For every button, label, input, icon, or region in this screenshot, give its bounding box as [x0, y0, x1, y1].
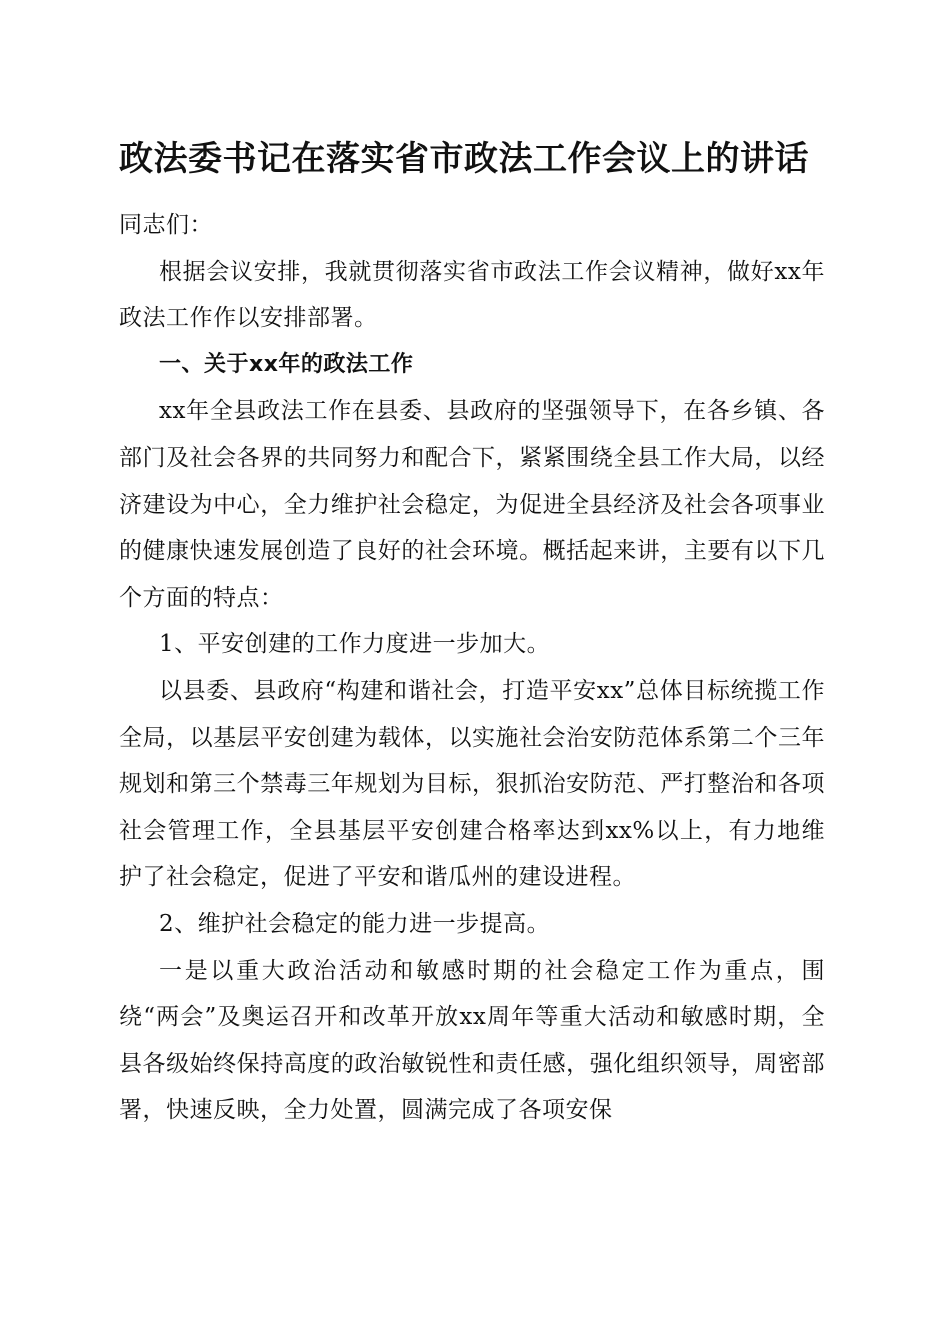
paragraph-intro: 根据会议安排，我就贯彻落实省市政法工作会议精神，做好xx年政法工作作以安排部署。: [119, 258, 825, 332]
paragraph-overview: xx年全县政法工作在县委、县政府的坚强领导下，在各乡镇、各部门及社会各界的共同努力和配合下，紧紧围绕全县工作大局，以经济建设为中心，全力维护社会稳定，为促进全县经济及社会各项事业的健康快速发展创造了良好的社会环境。概括起来讲，主要有以下几个方面的特点：: [119, 398, 825, 611]
paragraph-safety: 以县委、县政府“构建和谐社会，打造平安xx”总体目标统揽工作全局，以基层平安创建为载体，以实施社会治安防范体系第二个三年规划和第三个禁毒三年规划为目标，狠抓治安防范、严打整治和各项社会管理工作，全县基层平安创建合格率达到xx%以上，有力地维护了社会稳定，促进了平安和谐瓜州的建设进程。: [119, 677, 825, 891]
section-heading: 一、关于xx年的政法工作: [159, 351, 414, 377]
document-title: 政法委书记在落实省市政法工作会议上的讲话: [119, 139, 809, 179]
paragraph-stability: 一是以重大政治活动和敏感时期的社会稳定工作为重点，围绕“两会”及奥运召开和改革开放xx周年等重大活动和敏感时期，全县各级始终保持高度的政治敏锐性和责任感，强化组织领导，周密部署，快速反映，全力处置，圆满完成了各项安保: [119, 957, 825, 1124]
document-body: [119, 202, 825, 1134]
salutation: 同志们：: [119, 212, 213, 238]
subheading-1: 1、平安创建的工作力度进一步加大。: [159, 631, 551, 658]
subheading-2: 2、维护社会稳定的能力进一步提高。: [159, 910, 551, 937]
